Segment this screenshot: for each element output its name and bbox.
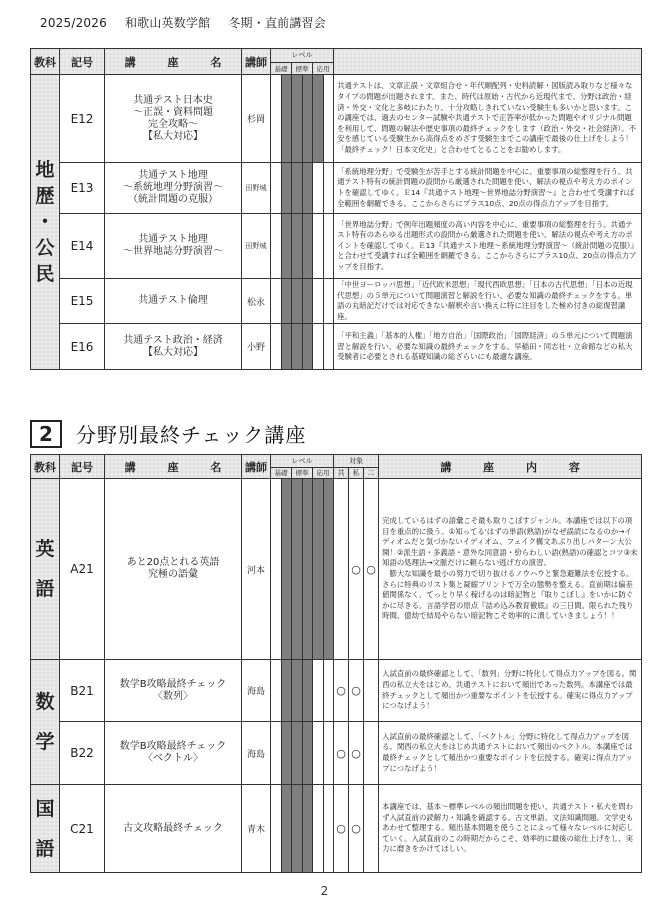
course-row (31, 785, 642, 873)
course-row (31, 324, 642, 370)
target-mark: ○ (349, 722, 364, 785)
course-table-history-civics (30, 48, 642, 370)
level-bar-cell (302, 163, 313, 214)
course-teacher: 海島 (242, 660, 271, 722)
course-title: 古文攻略最終チェック (105, 785, 242, 873)
col-header-level-standard: 標準 (292, 468, 313, 479)
subject-cell (31, 479, 60, 660)
course-teacher: 杉岡 (242, 75, 271, 163)
level-bar-cell (313, 163, 324, 214)
section-number: 2 (30, 420, 62, 448)
course-teacher: 小野 (242, 324, 271, 370)
description-paragraph: 膨大な知識を最小の努力で切り抜けるノウハウと緊急避難法を伝授する。さらに特典のリスト集と凝縮プリントで万全の態勢を整える。直前期は偏差値関係なく、てっとり早く稼げるのは暗記物と『取りこぼし』をいかに防ぐかに尽きる。言語学習の原点『詰め込み教育徹底』の三日間。限られた残り時間、億劫で結局やらない暗記物こそ効率的に潰していきましょう！！ (382, 569, 634, 621)
course-title: 共通テスト地理 ～世界地誌分野演習～ (105, 214, 242, 279)
course-teacher: 青木 (242, 785, 271, 873)
subject-char: 英 (35, 538, 55, 560)
course-row (31, 722, 642, 785)
page-number: 2 (320, 884, 329, 898)
level-bar-cell (292, 324, 303, 370)
level-bar-cell (302, 279, 313, 324)
level-bar-cell (271, 75, 282, 163)
level-bar-cell (292, 279, 303, 324)
level-bar-cell (313, 279, 324, 324)
col-header-subject: 教科 (31, 455, 60, 479)
subject-cell (31, 785, 60, 873)
course-code: E15 (60, 279, 105, 324)
course-code: E12 (60, 75, 105, 163)
level-bar-cell (281, 163, 292, 214)
level-bar-cell (313, 660, 324, 722)
course-row (31, 279, 642, 324)
col-header-subject: 教科 (31, 49, 60, 75)
col-header-content: 講 座 内 容 (379, 455, 642, 479)
level-bar-cell (281, 279, 292, 324)
col-header-target-secondary: 二 (364, 468, 379, 479)
target-mark: ○ (334, 722, 349, 785)
level-bar-cell (292, 479, 303, 660)
target-mark: ○ (334, 785, 349, 873)
subject-char: 学 (35, 731, 55, 753)
level-bar-cell (281, 785, 292, 873)
course-row (31, 214, 642, 279)
level-bar-cell (292, 660, 303, 722)
subject-char: ・ (35, 211, 55, 234)
col-header-course-name: 講 座 名 (105, 49, 242, 75)
course-teacher: 田野城 (242, 163, 271, 214)
course-title: 共通テスト倫理 (105, 279, 242, 324)
col-header-level: レベル (271, 455, 334, 468)
level-bar-cell (323, 163, 334, 214)
course-row (31, 479, 642, 660)
subject-char: 語 (35, 837, 55, 860)
subject-cell (31, 75, 60, 370)
level-bar-cell (323, 324, 334, 370)
target-mark (364, 722, 379, 785)
subject-cell (31, 660, 60, 785)
col-header-target-common: 共 (334, 468, 349, 479)
level-bar-cell (281, 479, 292, 660)
level-bar-cell (281, 214, 292, 279)
course-title: あと20点とれる英語 究極の語彙 (105, 479, 242, 660)
level-bar-cell (302, 479, 313, 660)
col-header-teacher: 講師 (242, 455, 271, 479)
course-description: 「世界地誌分野」で例年出題頻度の高い内容を中心に、重要事項の総整理を行う。共通テスト特有のあらゆる出題形式の設問から厳選された問題を使い、解法の視点や考え方のポイントを確認してゆく。Ｅ13『共通テスト地理～系統地理分野演習～（統計問題の克服）』と合わせて受講すれば全範囲を網羅できる。ここからさらにプラス10点、20点の得点力アップを目指す。 (334, 214, 642, 279)
subject-char: 国 (35, 797, 55, 820)
course-description: 「平和主義」「基本的人権」「地方自治」「国際政治」「国際経済」の５単元について問題演習と解説を行い、必要な知識の最終チェックをする。早稲田・同志社・立命館などの私大受験者に必要とされる基礎知識の総ざらいにも最適な講座。 (334, 324, 642, 370)
level-bar-cell (292, 722, 303, 785)
level-bar-cell (313, 324, 324, 370)
level-bar-cell (271, 660, 282, 722)
course-teacher: 松永 (242, 279, 271, 324)
level-bar-cell (323, 75, 334, 163)
level-bar-cell (323, 722, 334, 785)
col-header-level-standard: 標準 (292, 63, 313, 75)
col-header-code: 記号 (60, 455, 105, 479)
level-bar-cell (271, 163, 282, 214)
course-code: E14 (60, 214, 105, 279)
course-description (379, 479, 642, 660)
col-header-level-basic: 基礎 (271, 63, 292, 75)
header-year: 2025/2026 (40, 16, 107, 30)
target-mark: ○ (349, 660, 364, 722)
subject-char: 歴 (35, 185, 55, 208)
description-paragraph: 入試直前の最終確認として、「数列」分野に特化して得点力アップを図る。関西の私立大をはじめ、共通テストにおいて頻出であった数列。本講座では最終チェックとして頻出かつ重要なポイントを伝授する。確実に得点力アップにつなげよう！ (382, 669, 637, 711)
level-bar-cell (271, 722, 282, 785)
course-code: E16 (60, 324, 105, 370)
level-bar-cell (271, 214, 282, 279)
course-code: A21 (60, 479, 105, 660)
course-row (31, 163, 642, 214)
course-title: 共通テスト日本史 ～正誤・資料問題 完全攻略～ 【私大対応】 (105, 75, 242, 163)
level-bar-cell (323, 479, 334, 660)
course-title: 数学B攻略最終チェック 〈数列〉 (105, 660, 242, 722)
subject-char: 語 (35, 578, 55, 600)
description-paragraph: 完成しているはずの語彙こそ最も取りこぼすジャンル。本講座では以下の項目を重点的に扱う。①知ってる'はずの単語(熟語)がなぜ誤読になるのか→イディオムだと気づかないイディオム、フェイク構文あぶり出しパターン大公開！②派生語・多義語・意外な同意語・紛らわしい語(熟語)の確認とコツ③未知語の処理法→文脈だけに頼らない逃げ方の演習。 (382, 516, 638, 568)
header-term: 冬期・直前講習会 (228, 16, 326, 30)
target-mark: ○ (349, 785, 364, 873)
level-bar-cell (281, 722, 292, 785)
description-paragraph: 入試直前の最終確認として、「ベクトル」分野に特化して得点力アップを図る。関西の私立大をはじめ共通テストにおいて頻出のベクトル。本講座では最終チェックとして頻出かつ重要なポイントを伝授する。確実に得点力アップにつなげよう！ (382, 731, 633, 773)
subject-char: 地 (35, 159, 55, 182)
target-mark: ○ (349, 479, 364, 660)
description-paragraph: 本講座では、基本～標準レベルの頻出問題を使い、共通テスト・私大を問わず入試直前の読解力・知識を確認する。古文単語、文法知識問題、文学史もあわせて整理する。頻出基本問題を使うことによって様々なレベルに対応していく。入試直前のこの時期だからこそ、効率的に最後の総仕上げをし、実力に磨きをかけてほしい。 (382, 802, 634, 854)
header-school: 和歌山英数学館 (124, 16, 211, 30)
level-bar-cell (313, 722, 324, 785)
course-title: 共通テスト地理 ～系統地理分野演習～ （統計問題の克服） (105, 163, 242, 214)
course-teacher: 海島 (242, 722, 271, 785)
level-bar-cell (313, 785, 324, 873)
course-title: 共通テスト政治・経済 【私大対応】 (105, 324, 242, 370)
subject-char: 民 (35, 263, 55, 286)
target-mark (334, 479, 349, 660)
course-teacher: 田野城 (242, 214, 271, 279)
course-title: 数学B攻略最終チェック 〈ベクトル〉 (105, 722, 242, 785)
col-header-target: 対象 (334, 455, 379, 468)
level-bar-cell (323, 279, 334, 324)
level-bar-cell (271, 324, 282, 370)
col-header-course-name: 講 座 名 (105, 455, 242, 479)
level-bar-cell (292, 214, 303, 279)
section-heading (30, 419, 306, 448)
course-code: E13 (60, 163, 105, 214)
col-header-level-applied: 応用 (313, 63, 334, 75)
level-bar-cell (313, 75, 324, 163)
course-description: 「系統地理分野」で受験生が苦手とする統計問題を中心に、重要事項の総整理を行う。共通テスト特有の統計問題の設問から厳選された問題を使い、解法の視点や考え方のポイントを確認してゆく。Ｅ14『共通テスト地理～世界地誌分野演習～』と合わせて受講すれば全範囲を網羅できる。ここからさらにプラス10点、20点の得点力アップを目指す。 (334, 163, 642, 214)
level-bar-cell (302, 324, 313, 370)
subject-char: 数 (35, 691, 55, 713)
course-description: 共通テストは、文章正誤・文章組合せ・年代順配列・史料読解・図版読み取りなど様々なタイプの問題が出題されます。また、時代は原始・古代から近現代まで、分野は政治・経済・外交・文化と多岐にわたり、十分攻略しきれていない受験生も多いかと思います。この講座では、過去のセンター試験や共通テストで正答率が低かった問題やオリジナル問題を利用して、問題の解法や歴史事項の最終チェックをします（政治・外交・社会経済）。不安を感じている受験生から高得点をめざす受験生までこの講座で最後の仕上げをしよう！「最終チェック！日本文化史」と合わせてとることをお勧めします。 (334, 75, 642, 163)
col-header-teacher: 講師 (242, 49, 271, 75)
level-bar-cell (302, 75, 313, 163)
subject-char: 公 (35, 237, 55, 260)
level-bar-cell (302, 722, 313, 785)
page-header (40, 14, 340, 31)
target-mark: ○ (364, 479, 379, 660)
level-bar-cell (302, 214, 313, 279)
col-header-content-blank (334, 49, 642, 75)
target-mark (364, 785, 379, 873)
course-code: C21 (60, 785, 105, 873)
course-code: B22 (60, 722, 105, 785)
section-title: 分野別最終チェック講座 (76, 423, 307, 447)
level-bar-cell (313, 479, 324, 660)
col-header-level-applied: 応用 (313, 468, 334, 479)
col-header-code: 記号 (60, 49, 105, 75)
level-bar-cell (313, 214, 324, 279)
level-bar-cell (271, 279, 282, 324)
level-bar-cell (302, 785, 313, 873)
level-bar-cell (292, 75, 303, 163)
course-row (31, 75, 642, 163)
level-bar-cell (271, 479, 282, 660)
level-bar-cell (271, 785, 282, 873)
target-mark (364, 660, 379, 722)
col-header-level-basic: 基礎 (271, 468, 292, 479)
level-bar-cell (302, 660, 313, 722)
course-row (31, 660, 642, 722)
course-table-final-check (30, 454, 642, 873)
course-description (379, 722, 642, 785)
level-bar-cell (323, 214, 334, 279)
col-header-level: レベル (271, 49, 334, 63)
level-bar-cell (323, 785, 334, 873)
course-code: B21 (60, 660, 105, 722)
course-description (379, 785, 642, 873)
level-bar-cell (281, 660, 292, 722)
col-header-target-private: 私 (349, 468, 364, 479)
level-bar-cell (292, 163, 303, 214)
level-bar-cell (323, 660, 334, 722)
level-bar-cell (292, 785, 303, 873)
course-description (379, 660, 642, 722)
course-teacher: 河本 (242, 479, 271, 660)
course-description: 「中世ヨーロッパ思想」「近代欧米思想」「現代西欧思想」「日本の古代思想」「日本の近現代思想」の５単元について問題演習と解説を行い、必要な知識の最終チェックをする。単語の丸暗記だけでは対応できない解釈や言い換えに特に注目をした極め付きの総復習講座。 (334, 279, 642, 324)
level-bar-cell (281, 324, 292, 370)
level-bar-cell (281, 75, 292, 163)
target-mark: ○ (334, 660, 349, 722)
